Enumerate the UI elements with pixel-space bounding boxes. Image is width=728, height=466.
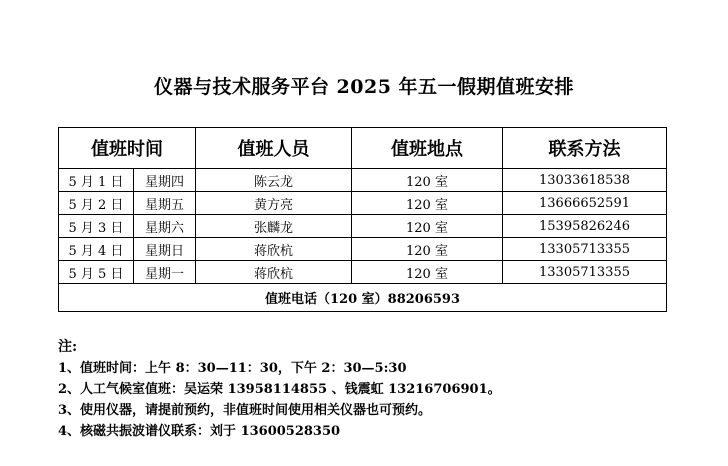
note-item: 2、人工气候室值班：吴运荣 13958114855 、钱震虹 13216706901。 bbox=[58, 382, 501, 397]
row-phone: 15395826246 bbox=[503, 215, 667, 238]
row-date: 5 月 4 日 bbox=[59, 238, 134, 261]
table-footer-row bbox=[59, 284, 667, 312]
page-title: 仪器与技术服务平台 2025 年五一假期值班安排 bbox=[153, 76, 575, 98]
row-date: 5 月 2 日 bbox=[59, 192, 134, 215]
table-header-row bbox=[59, 128, 667, 169]
row-location: 120 室 bbox=[352, 215, 503, 238]
header-duty-time: 值班时间 bbox=[59, 128, 196, 169]
row-weekday: 星期六 bbox=[134, 215, 196, 238]
note-item: 3、使用仪器，请提前预约，非值班时间使用相关仪器也可预约。 bbox=[58, 403, 432, 418]
note-item: 4、核磁共振波谱仪联系：刘于 13600528350 bbox=[58, 424, 341, 439]
row-person: 陈云龙 bbox=[196, 169, 352, 192]
duty-schedule-table bbox=[58, 127, 667, 312]
row-date: 5 月 1 日 bbox=[59, 169, 134, 192]
header-duty-person: 值班人员 bbox=[196, 128, 352, 169]
row-location: 120 室 bbox=[352, 192, 503, 215]
row-person: 蒋欣杭 bbox=[196, 238, 352, 261]
row-weekday: 星期一 bbox=[134, 261, 196, 284]
row-phone: 13305713355 bbox=[503, 261, 667, 284]
table-row bbox=[59, 215, 667, 238]
row-person: 黄方亮 bbox=[196, 192, 352, 215]
row-phone: 13666652591 bbox=[503, 192, 667, 215]
row-phone: 13305713355 bbox=[503, 238, 667, 261]
table-row bbox=[59, 169, 667, 192]
notes-heading: 注: bbox=[58, 339, 78, 355]
row-date: 5 月 5 日 bbox=[59, 261, 134, 284]
duty-phone-footer: 值班电话（120 室）88206593 bbox=[59, 284, 667, 312]
row-weekday: 星期日 bbox=[134, 238, 196, 261]
row-weekday: 星期四 bbox=[134, 169, 196, 192]
row-phone: 13033618538 bbox=[503, 169, 667, 192]
row-date: 5 月 3 日 bbox=[59, 215, 134, 238]
header-duty-location: 值班地点 bbox=[352, 128, 503, 169]
row-person: 蒋欣杭 bbox=[196, 261, 352, 284]
table-row bbox=[59, 238, 667, 261]
row-person: 张麟龙 bbox=[196, 215, 352, 238]
row-location: 120 室 bbox=[352, 238, 503, 261]
table-row bbox=[59, 261, 667, 284]
row-location: 120 室 bbox=[352, 261, 503, 284]
header-contact: 联系方法 bbox=[503, 128, 667, 169]
row-weekday: 星期五 bbox=[134, 192, 196, 215]
row-location: 120 室 bbox=[352, 169, 503, 192]
note-item: 1、值班时间：上午 8：30—11：30，下午 2：30—5:30 bbox=[58, 361, 407, 376]
table-row bbox=[59, 192, 667, 215]
notes-section bbox=[58, 337, 698, 442]
